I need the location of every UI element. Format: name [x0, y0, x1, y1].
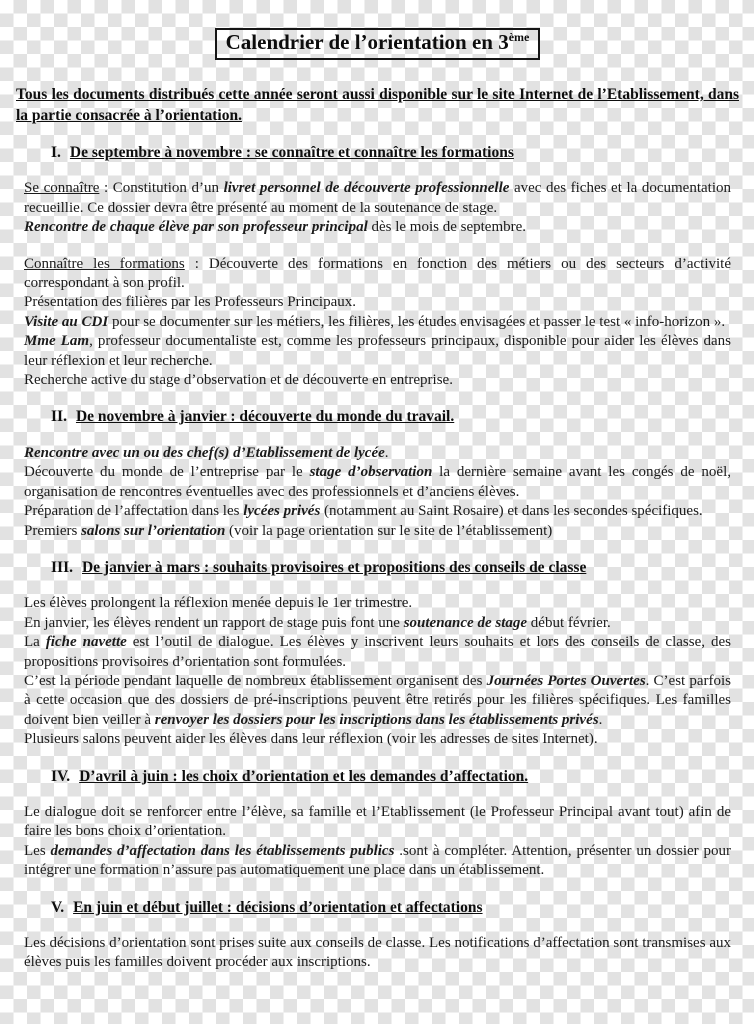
- text-run: Premiers: [24, 522, 82, 539]
- text-run: fiche navette: [45, 634, 127, 651]
- paragraph: [24, 614, 731, 633]
- text-run: .sont à compléter. Attention, présenter un dossier pour intégrer une formation n’assure pas automatiquement une place dans un établissement.: [24, 842, 731, 879]
- text-run: Découverte du monde de l’entreprise par le: [24, 464, 310, 481]
- text-run: livret personnel de découverte professionnelle: [223, 180, 510, 197]
- section-numeral: IV.: [51, 767, 71, 785]
- text-run: Préparation de l’affectation dans les: [24, 503, 244, 520]
- paragraph: [24, 218, 731, 237]
- paragraph: [24, 633, 731, 672]
- paragraph: [24, 730, 731, 749]
- paragraph: [24, 313, 731, 332]
- paragraph: [24, 293, 731, 312]
- text-run: Présentation des filières par les Professeurs Principaux.: [24, 294, 356, 311]
- section-numeral: III.: [51, 558, 73, 576]
- paragraph: [24, 332, 731, 371]
- text-run: : Découverte des formations en fonction des métiers ou des secteurs d’activité correspondant à son profil.: [24, 255, 731, 292]
- intro-paragraph: Tous les documents distribués cette année seront aussi disponible sur le site Internet de l’Etablissement, dans la partie consacrée à l’orientation.: [16, 86, 739, 124]
- paragraph: [24, 179, 731, 218]
- section-title: De septembre à novembre : se connaître et connaître les formations: [69, 144, 514, 161]
- text-run: pour se documenter sur les métiers, les filières, les études envisagées et passer le test « info-horizon ».: [108, 313, 726, 330]
- text-run: Journées Portes Ouvertes: [486, 672, 646, 689]
- section-title: De janvier à mars : souhaits provisoires et propositions des conseils de classe: [81, 558, 587, 576]
- text-run: Rencontre avec un ou des chef(s) d’Etablissement de lycée: [24, 444, 385, 461]
- paragraph: [24, 672, 731, 730]
- section-title: D’avril à juin : les choix d’orientation et les demandes d’affectation.: [79, 767, 529, 785]
- text-run: Rencontre de chaque élève par son professeur principal: [24, 219, 368, 236]
- text-run: Se connaître: [24, 180, 100, 197]
- text-run: Connaître les formations: [24, 255, 185, 272]
- text-run: dès le mois de septembre.: [367, 219, 527, 236]
- section-numeral: II.: [51, 408, 67, 426]
- text-run: Mme Lam: [24, 333, 90, 350]
- text-run: (notamment au Saint Rosaire) et dans les secondes spécifiques.: [320, 503, 703, 520]
- section-numeral: I.: [51, 144, 61, 161]
- title-container: [24, 28, 731, 60]
- text-run: Recherche active du stage d’observation et de découverte en entreprise.: [24, 372, 453, 389]
- text-run: est l’outil de dialogue. Les élèves y inscrivent leurs souhaits et lors des conseils de classe, des propositions provisoires d’orientation sont formulées.: [24, 634, 731, 670]
- document-title-text: Calendrier de l’orientation en 3: [225, 30, 509, 54]
- text-run: lycées privés: [243, 503, 321, 520]
- text-run: la dernière semaine avant les congés de noël, organisation de rencontres éventuelles avec des professionnels et d’anciens élèves.: [24, 464, 731, 500]
- text-run: salons sur l’orientation: [81, 522, 226, 539]
- paragraph: [24, 255, 731, 294]
- text-run: .: [598, 711, 603, 728]
- text-run: demandes d’affectation dans les établissements publics: [50, 842, 395, 859]
- paragraph: [24, 803, 731, 842]
- section-numeral: V.: [51, 898, 65, 916]
- text-run: stage d’observation: [309, 464, 433, 481]
- section-heading: [24, 558, 731, 577]
- section-heading: [24, 407, 731, 426]
- section-title: En juin et début juillet : décisions d’orientation et affectations: [73, 898, 483, 916]
- paragraph: [24, 371, 731, 390]
- section-heading: [24, 898, 731, 917]
- paragraph: [24, 502, 731, 521]
- text-run: Les: [24, 842, 51, 859]
- text-run: avec des fiches et la documentation recueillie. Ce dossier devra être présenté au moment de la soutenance de stage.: [24, 180, 732, 216]
- text-run: Les décisions d’orientation sont prises suite aux conseils de classe. Les notifications d’affectation sont transmises aux élèves puis les familles doivent procéder aux inscriptions.: [24, 935, 731, 971]
- document-title: [215, 28, 541, 60]
- text-run: .: [384, 444, 389, 461]
- document-body: [24, 143, 731, 973]
- text-run: Les élèves prolongent la réflexion menée depuis le 1er trimestre.: [24, 595, 413, 612]
- text-run: . C’est parfois à cette occasion que des dossiers de pré-inscriptions peuvent être retirés pour les filières spécifiques. Les familles doivent bien veiller à: [24, 672, 731, 728]
- paragraph: [24, 594, 731, 613]
- text-run: , professeur documentaliste est, comme les professeurs principaux, disponible pour aider les élèves dans leur réflexion et leur recherche.: [24, 333, 731, 369]
- text-run: La: [24, 634, 46, 651]
- text-run: début février.: [527, 614, 611, 631]
- paragraph: [24, 934, 731, 973]
- text-run: Visite au CDI: [24, 313, 109, 330]
- text-run: soutenance de stage: [403, 614, 528, 631]
- section-heading: [24, 767, 731, 786]
- document-title-superscript: ème: [508, 30, 530, 44]
- text-run: : Constitution d’un: [99, 180, 224, 197]
- section-heading: [24, 143, 731, 162]
- text-run: renvoyer les dossiers pour les inscriptions dans les établissements privés: [154, 711, 599, 728]
- text-run: En janvier, les élèves rendent un rapport de stage puis font une: [24, 614, 404, 631]
- text-run: (voir la page orientation sur le site de l’établissement): [225, 522, 553, 539]
- text-run: Le dialogue doit se renforcer entre l’élève, sa famille et l’Etablissement (le Professeur Principal avant tout) afin de faire les bons choix d’orientation.: [24, 803, 731, 840]
- text-run: Plusieurs salons peuvent aider les élèves dans leur réflexion (voir les adresses de sites Internet).: [24, 731, 598, 748]
- paragraph: [24, 444, 731, 463]
- text-run: C’est la période pendant laquelle de nombreux établissement organisent des: [24, 672, 487, 689]
- paragraph: [24, 463, 731, 502]
- section-title: De novembre à janvier : découverte du monde du travail.: [75, 408, 455, 426]
- paragraph: [24, 842, 731, 881]
- paragraph: [24, 522, 731, 541]
